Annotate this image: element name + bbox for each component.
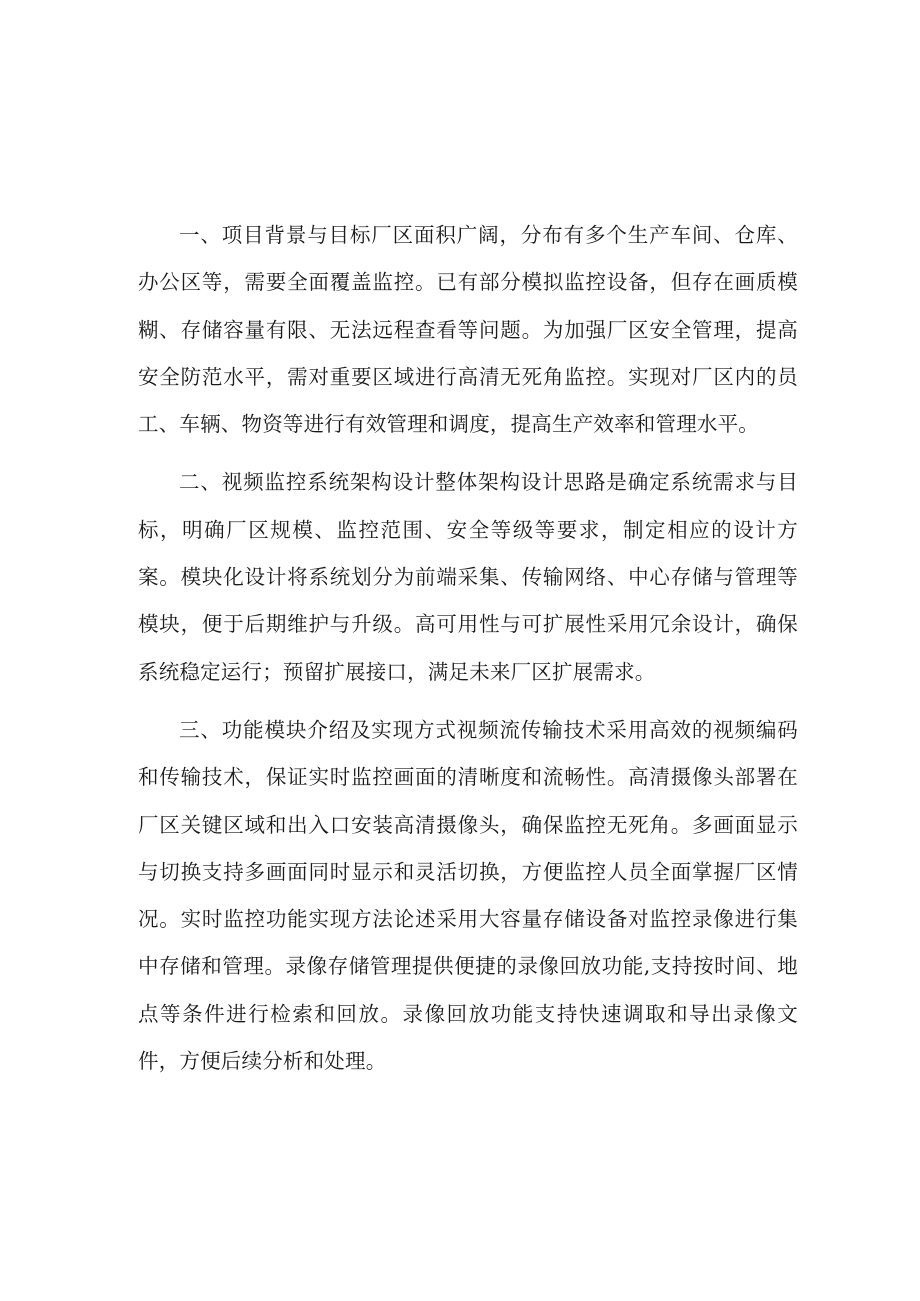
paragraph-project-background: 一、项目背景与目标厂区面积广阔，分布有多个生产车间、仓库、办公区等，需要全面覆盖监控。已有部分模拟监控设备，但存在画质模糊、存储容量有限、无法远程查看等问题。为加强厂区安全管理，提高安全防范水平，需对重要区域进行高清无死角监控。实现对厂区内的员工、车辆、物资等进行有效管理和调度，提高生产效率和管理水平。 — [138, 223, 798, 437]
paragraph-system-architecture: 二、视频监控系统架构设计整体架构设计思路是确定系统需求与目标，明确厂区规模、监控范围、安全等级等要求，制定相应的设计方案。模块化设计将系统划分为前端采集、传输网络、中心存储与管理等模块，便于后期维护与升级。高可用性与可扩展性采用冗余设计，确保系统稳定运行；预留扩展接口，满足未来厂区扩展需求。 — [138, 470, 798, 684]
document-body — [138, 212, 798, 1096]
paragraph-function-modules: 三、功能模块介绍及实现方式视频流传输技术采用高效的视频编码和传输技术，保证实时监控画面的清晰度和流畅性。高清摄像头部署在厂区关键区域和出入口安装高清摄像头，确保监控无死角。多画面显示与切换支持多画面同时显示和灵活切换，方便监控人员全面掌握厂区情况。实时监控功能实现方法论述采用大容量存储设备对监控录像进行集中存储和管理。录像存储管理提供便捷的录像回放功能,支持按时间、地点等条件进行检索和回放。录像回放功能支持快速调取和导出录像文件，方便后续分析和处理。 — [138, 717, 798, 1074]
